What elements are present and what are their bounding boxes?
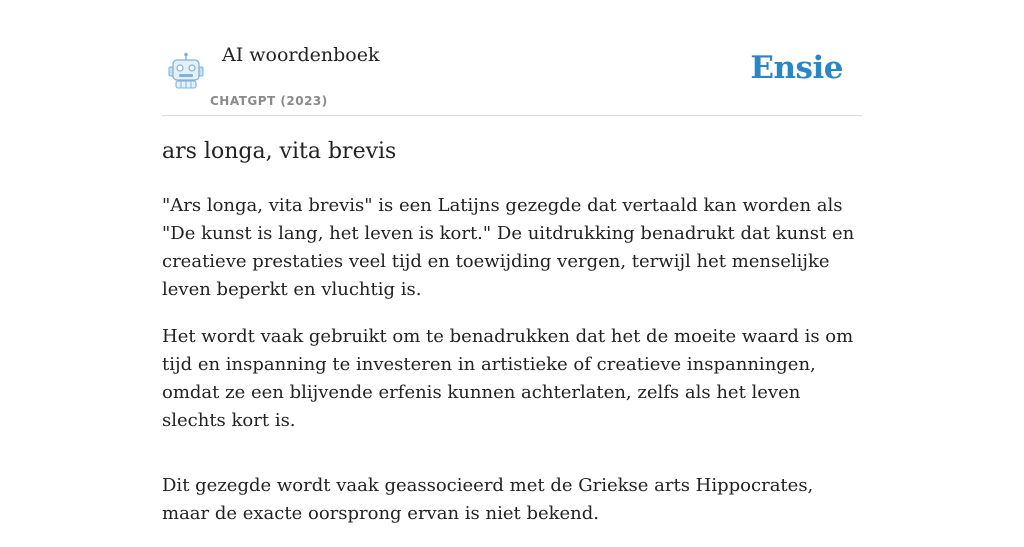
source-meta: CHATGPT (2023) bbox=[210, 94, 328, 108]
source-header bbox=[162, 0, 862, 116]
source-title[interactable]: AI woordenboek bbox=[222, 44, 380, 66]
entry-definition bbox=[162, 192, 862, 547]
entry-term: ars longa, vita brevis bbox=[162, 139, 397, 164]
definition-paragraph: Het wordt vaak gebruikt om te benadrukken dat het de moeite waard is om tijd en inspanning te investeren in artistieke of creatieve inspanningen, omdat ze een blijvende erfenis kunnen achterlaten, zelfs als het leven slechts kort is. bbox=[162, 326, 854, 431]
definition-paragraph: Dit gezegde wordt vaak geassocieerd met de Griekse arts Hippocrates, maar de exacte oorsprong ervan is niet bekend. bbox=[162, 475, 814, 524]
definition-paragraph: "Ars longa, vita brevis" is een Latijns gezegde dat vertaald kan worden als "De kunst is lang, het leven is kort." De uitdrukking benadrukt dat kunst en creatieve prestaties veel tijd en toewijding vergen, terwijl het menselijke leven beperkt en vluchtig is. bbox=[162, 195, 855, 300]
ensie-logo[interactable]: Ensie bbox=[750, 50, 843, 86]
page bbox=[162, 0, 862, 524]
robot-icon bbox=[166, 52, 206, 90]
